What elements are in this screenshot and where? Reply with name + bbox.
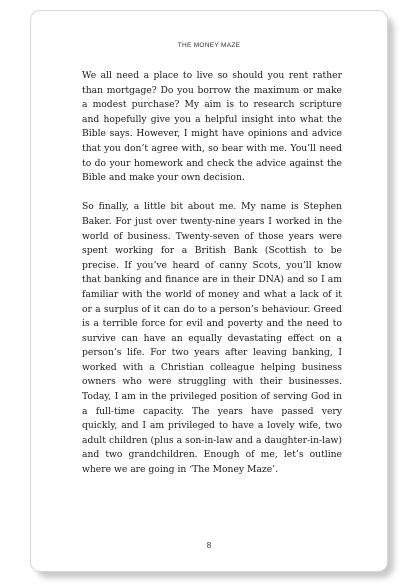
- running-header: THE MONEY MAZE: [177, 42, 241, 49]
- body-text: [82, 69, 342, 492]
- page-number: 8: [206, 541, 212, 550]
- book-page: [30, 10, 388, 572]
- paragraph-intro: We all need a place to live so should you rent rather than mortgage? Do you borrow the maximum or make a modest purchase? My aim is to research scripture and hopefully give you a helpful insight into what the Bible says. However, I might have opinions and advice that you don’t agree with, so bear with me. You’ll need to do your homework and check the advice against the Bible and make your own decision.: [82, 70, 342, 184]
- paragraph-about-author: So finally, a little bit about me. My name is Stephen Baker. For just over twenty-nine years I worked in the world of business. Twenty-seven of those years were spent working for a British Bank (Scottish to be precise. If you’ve heard of canny Scots, you’ll know that banking and finance are in their DNA) and so I am familiar with the world of money and what a lack of it or a surplus of it can do to a person’s behaviour. Greed is a terrible force for evil and poverty and the need to survive can have an equally devastating effect on a person’s life. For two years after leaving banking, I worked with a Christian colleague helping business owners who were struggling with their businesses. Today, I am in the privileged position of serving God in a full-time capacity. The years have passed very quickly, and I am privileged to have a lovely wife, two adult children (plus a son-in-law and a daughter-in-law) and two grandchildren. Enough of me, let’s outline where we are going in ‘The Money Maze’.: [82, 201, 342, 476]
